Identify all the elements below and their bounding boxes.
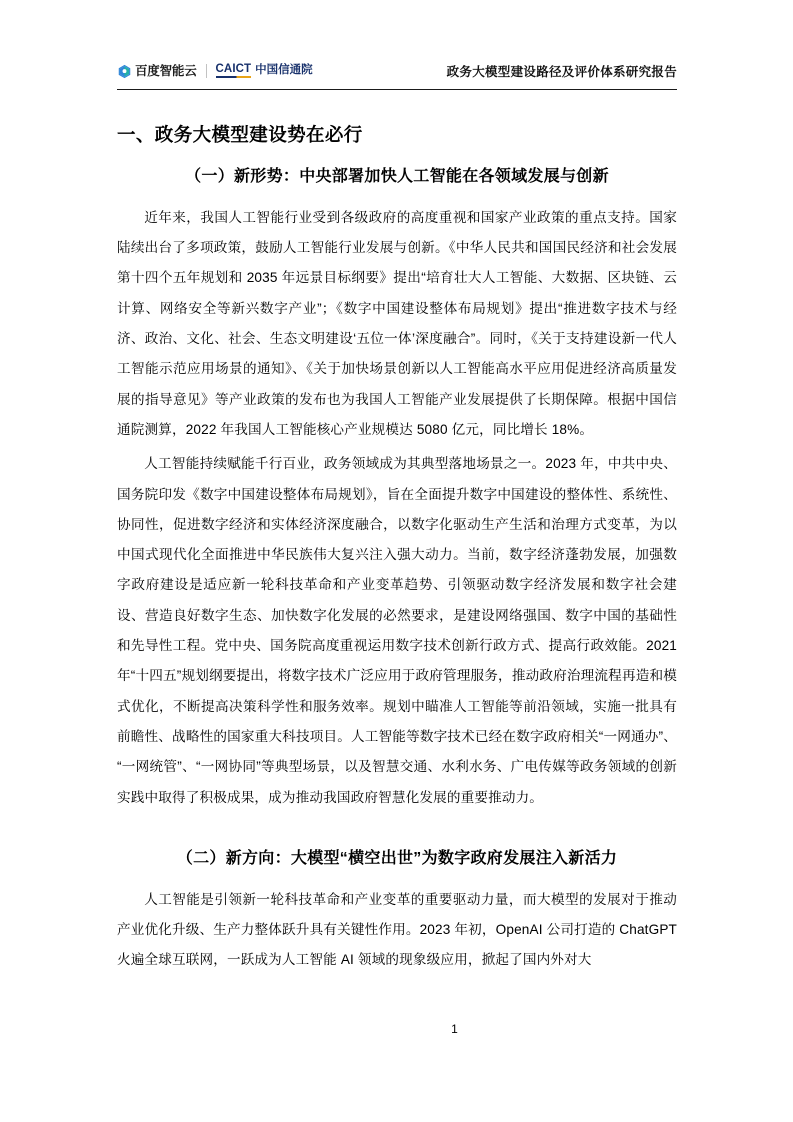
subsection-heading-2: （二）新方向：大模型“横空出世”为数字政府发展注入新活力: [176, 849, 618, 867]
brand-divider: [206, 64, 207, 78]
report-title-header: 政务大模型建设路径及评价体系研究报告: [446, 64, 677, 79]
caict-wordmark-label: [216, 64, 252, 78]
caict-underline-rule: [216, 76, 252, 78]
caict-brand: [216, 64, 313, 78]
document-content: [117, 122, 677, 976]
page-header: [117, 55, 677, 90]
header-brand-group: [117, 64, 313, 79]
section-heading: 一、政务大模型建设势在必行: [117, 124, 363, 145]
page-footer: [0, 1022, 793, 1036]
paragraph-1: 近年来，我国人工智能行业受到各级政府的高度重视和国家产业政策的重点支持。国家陆续出台了多项政策，鼓励人工智能行业发展与创新。《中华人民共和国国民经济和社会发展第十四个五年规划和 2035 年远景目标纲要》提出“培育壮大人工智能、大数据、区块链、云计算、网络安全等新兴数字产业”；《数字中国建设整体布局规划》提出“推进数字技术与经济、政治、文化、社会、生态文明建设‘五位一体’深度融合”。同时，《关于支持建设新一代人工智能示范应用场景的通知》、《关于加快场景创新以人工智能高水平应用促进经济高质量发展的指导意见》等产业政策的发布也为我国人工智能产业发展提供了长期保障。根据中国信通院测算，2022 年我国人工智能核心产业规模达 5080 亿元，同比增长 18%。: [117, 209, 677, 437]
caict-brand-label: 中国信通院: [255, 64, 313, 77]
caict-wordmark-text: CAICT: [215, 63, 252, 76]
paragraph-3: 人工智能是引领新一轮科技革命和产业变革的重要驱动力量，而大模型的发展对于推动产业优化升级、生产力整体跃升具有关键性作用。2023 年初，OpenAI 公司打造的 ChatGPT 火遍全球互联网，一跃成为人工智能 AI 领域的现象级应用，掀起了国内外对大: [117, 891, 677, 968]
baidu-cloud-brand: [117, 64, 197, 79]
subsection-heading-1: （一）新形势：中央部署加快人工智能在各领域发展与创新: [185, 167, 609, 185]
paragraph-2: 人工智能持续赋能千行百业，政务领域成为其典型落地场景之一。2023 年，中共中央、国务院印发《数字中国建设整体布局规划》，旨在全面提升数字中国建设的整体性、系统性、协同性，促进数字经济和实体经济深度融合，以数字化驱动生产生活和治理方式变革，为以中国式现代化全面推进中华民族伟大复兴注入强大动力。当前，数字经济蓬勃发展，加强数字政府建设是适应新一轮科技革命和产业变革趋势、引领驱动数字经济发展和数字社会建设、营造良好数字生态、加快数字化发展的必然要求，是建设网络强国、数字中国的基础性和先导性工程。党中央、国务院高度重视运用数字技术创新行政方式、提高行政效能。2021 年“十四五”规划纲要提出，将数字技术广泛应用于政府管理服务，推动政府治理流程再造和模式优化，不断提高决策科学性和服务效率。规划中瞄准人工智能等前沿领域，实施一批具有前瞻性、战略性的国家重大科技项目。人工智能等数字技术已经在数字政府相关“一网通办”、“一网统管”、“一网协同”等典型场景，以及智慧交通、水利水务、广电传媒等政务领域的创新实践中取得了积极成果，成为推动我国政府智慧化发展的重要推动力。: [117, 456, 677, 805]
baidu-cloud-logo-icon: [117, 64, 132, 79]
baidu-cloud-brand-label: 百度智能云: [135, 63, 197, 78]
page-number-label: 1: [451, 1022, 458, 1036]
